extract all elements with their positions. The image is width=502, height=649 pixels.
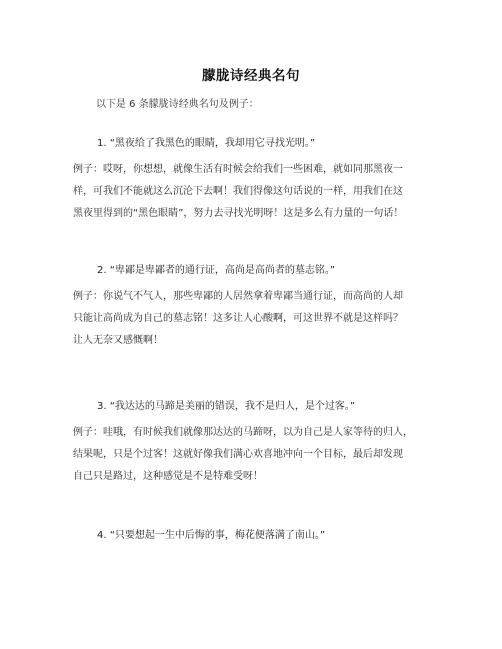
example-line: 样，可我们不能就这么沉沦下去啊！我们得像这句话说的一样，用我们在这: [73, 186, 403, 197]
intro-text: 以下是 6 条朦胧诗经典名句及例子：: [96, 99, 259, 110]
poem-item-2: [73, 265, 443, 352]
page-title: 朦胧诗经典名句: [202, 68, 300, 84]
poem-quote: 1. “黑夜给了我黑色的眼睛，我却用它寻找光明。”: [97, 138, 316, 149]
example-line: 例子：哇哦，有时候我们就像那达达的马蹄呀，以为自己是人家等待的归人，: [73, 427, 413, 438]
example-line: 只能让高尚成为自己的墓志铭！这多让人心酸啊，可这世界不就是这样吗？: [73, 313, 403, 324]
poem-quote: 2. “卑鄙是卑鄙者的通行证，高尚是高尚者的墓志铭。”: [97, 265, 336, 276]
poem-example: [73, 422, 443, 488]
poem-item-1: [73, 138, 443, 225]
example-line: 自己只是路过，这种感觉是不是特难受呀！: [73, 471, 263, 482]
poem-item-4: [73, 530, 443, 542]
example-line: 例子：你说气不气人，那些卑鄙的人居然拿着卑鄙当通行证，而高尚的人却: [73, 291, 403, 302]
example-line: 让人无奈又感慨啊！: [73, 335, 163, 346]
poem-example: [73, 159, 443, 225]
poem-quote: 4. “只要想起一生中后悔的事，梅花便落满了南山。”: [97, 530, 326, 541]
poem-item-3: [73, 401, 443, 488]
poem-quote: 3. “我达达的马蹄是美丽的错误，我不是归人，是个过客。”: [97, 401, 356, 412]
poem-example: [73, 286, 443, 352]
example-line: 例子：哎呀，你想想，就像生活有时候会给我们一些困难，就如同那黑夜一: [73, 164, 403, 175]
example-line: 结果呢，只是个过客！这就好像我们满心欢喜地冲向一个目标，最后却发现: [73, 449, 403, 460]
example-line: 黑夜里得到的“黑色眼睛”，努力去寻找光明呀！这是多么有力量的一句话！: [73, 208, 404, 219]
